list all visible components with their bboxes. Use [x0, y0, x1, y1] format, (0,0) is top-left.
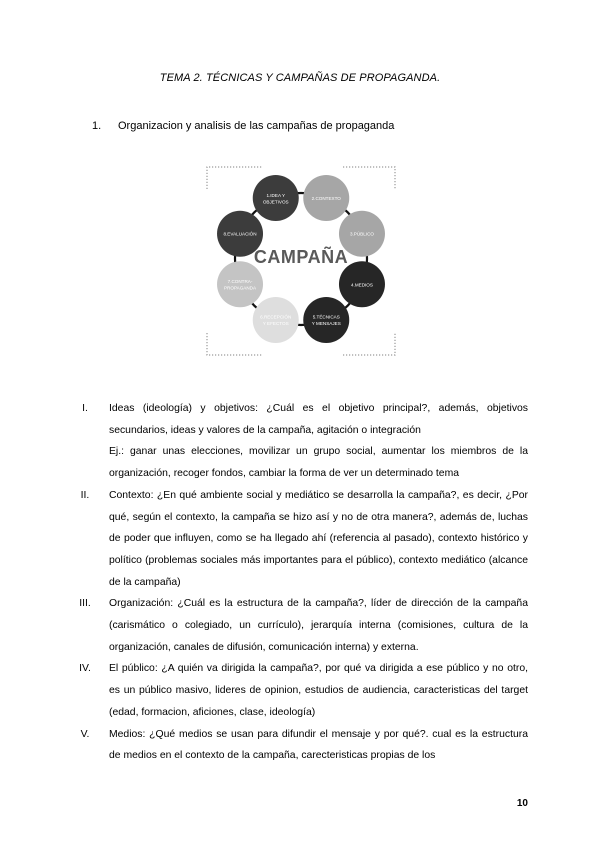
list-item-paragraph: Ej.: ganar unas elecciones, movilizar un grupo social, aumentar los miembros de la organización, recoger fondos, cambiar la forma de ver un determinado tema [109, 446, 528, 480]
section-heading [92, 120, 394, 132]
cycle-node-label: 3.PÚBLICO [349, 231, 374, 237]
cycle-node-1 [253, 175, 299, 221]
cycle-node-label: 5.TÉCNICAS [312, 314, 340, 320]
cycle-node-4 [339, 261, 385, 307]
list-item [79, 593, 528, 658]
list-item [79, 658, 528, 723]
section-number: 1. [92, 120, 102, 132]
cycle-node-label: 1.IDEA Y [266, 192, 286, 198]
cycle-node-5 [303, 297, 349, 343]
cycle-node-circle [303, 297, 349, 343]
diagram-center-label: CAMPAÑA [253, 247, 349, 267]
cycle-node-label: 6.RECEPCIÓN [260, 314, 292, 320]
cycle-node-7 [217, 261, 263, 307]
cycle-node-label: 8.EVALUACIÓN [223, 231, 257, 237]
list-item [82, 398, 528, 485]
list-item [80, 724, 528, 767]
cycle-node-circle [217, 261, 263, 307]
cycle-node-label: Y MENSAJES [311, 321, 341, 327]
item-list [0, 398, 600, 767]
list-item-paragraph: Ideas (ideología) y objetivos: ¿Cuál es el objetivo principal?, además, objetivos secundarios, ideas y valores de la campaña, agitación o integración [109, 403, 528, 436]
list-item [80, 485, 528, 594]
list-item-marker: III. [79, 598, 91, 610]
list-item-marker: IV. [79, 663, 91, 675]
cycle-node-label: 4.MEDIOS [350, 282, 373, 288]
cycle-node-label: 7.CONTRA- [227, 279, 253, 285]
cycle-node-circle [253, 175, 299, 221]
cycle-node-8 [217, 211, 263, 257]
section-heading-text: Organizacion y analisis de las campañas de propaganda [118, 120, 395, 132]
cycle-node-6 [253, 297, 299, 343]
list-item-paragraph: Contexto: ¿En qué ambiente social y mediático se desarrolla la campaña?, es decir, ¿Por qué, según el contexto, la campaña se hizo así y no de otra manera?, además de, luchas de poder que influyen, como se ha llegado ahí (referencia al pasado), contexto histórico y político (problemas sociales más importantes para el público), contexto mediático (alcance de la campaña) [109, 489, 528, 588]
list-item-marker: II. [80, 489, 90, 501]
cycle-node-label: OBJETIVOS [262, 199, 289, 205]
list-item-marker: V. [80, 728, 90, 740]
cycle-node-label: 2.CONTEXTO [311, 196, 341, 202]
list-item-paragraph: El público: ¿A quién va dirigida la campaña?, por qué va dirigida a ese público y no otro, es un público masivo, lideres de opinion, estudios de audiencia, caracteristicas del target (edad, formacion, aficiones, clase, ideología) [109, 663, 528, 718]
document-title: TEMA 2. TÉCNICAS Y CAMPAÑAS DE PROPAGANDA. [159, 72, 441, 84]
cycle-node-3 [339, 211, 385, 257]
cycle-node-2 [303, 175, 349, 221]
list-item-paragraph: Medios: ¿Qué medios se usan para difundir el mensaje y por qué?. cual es la estructura de medios en el contexto de la campaña, carecteristicas propias de los [109, 728, 528, 762]
cycle-node-label: PROPAGANDA [223, 285, 257, 291]
list-item-marker: I. [82, 403, 88, 414]
cycle-node-label: Y EFECTOS [262, 321, 289, 327]
list-item-paragraph: Organización: ¿Cuál es la estructura de la campaña?, líder de dirección de la campaña (carismático o colegiado, un currículo), jerarquía interna (comisiones, cultura de la organización, canales de difusión, comunicación interna) y externa. [109, 598, 528, 653]
cycle-node-circle [253, 297, 299, 343]
page-number: 10 [516, 798, 528, 809]
campaign-cycle-diagram [203, 163, 399, 359]
